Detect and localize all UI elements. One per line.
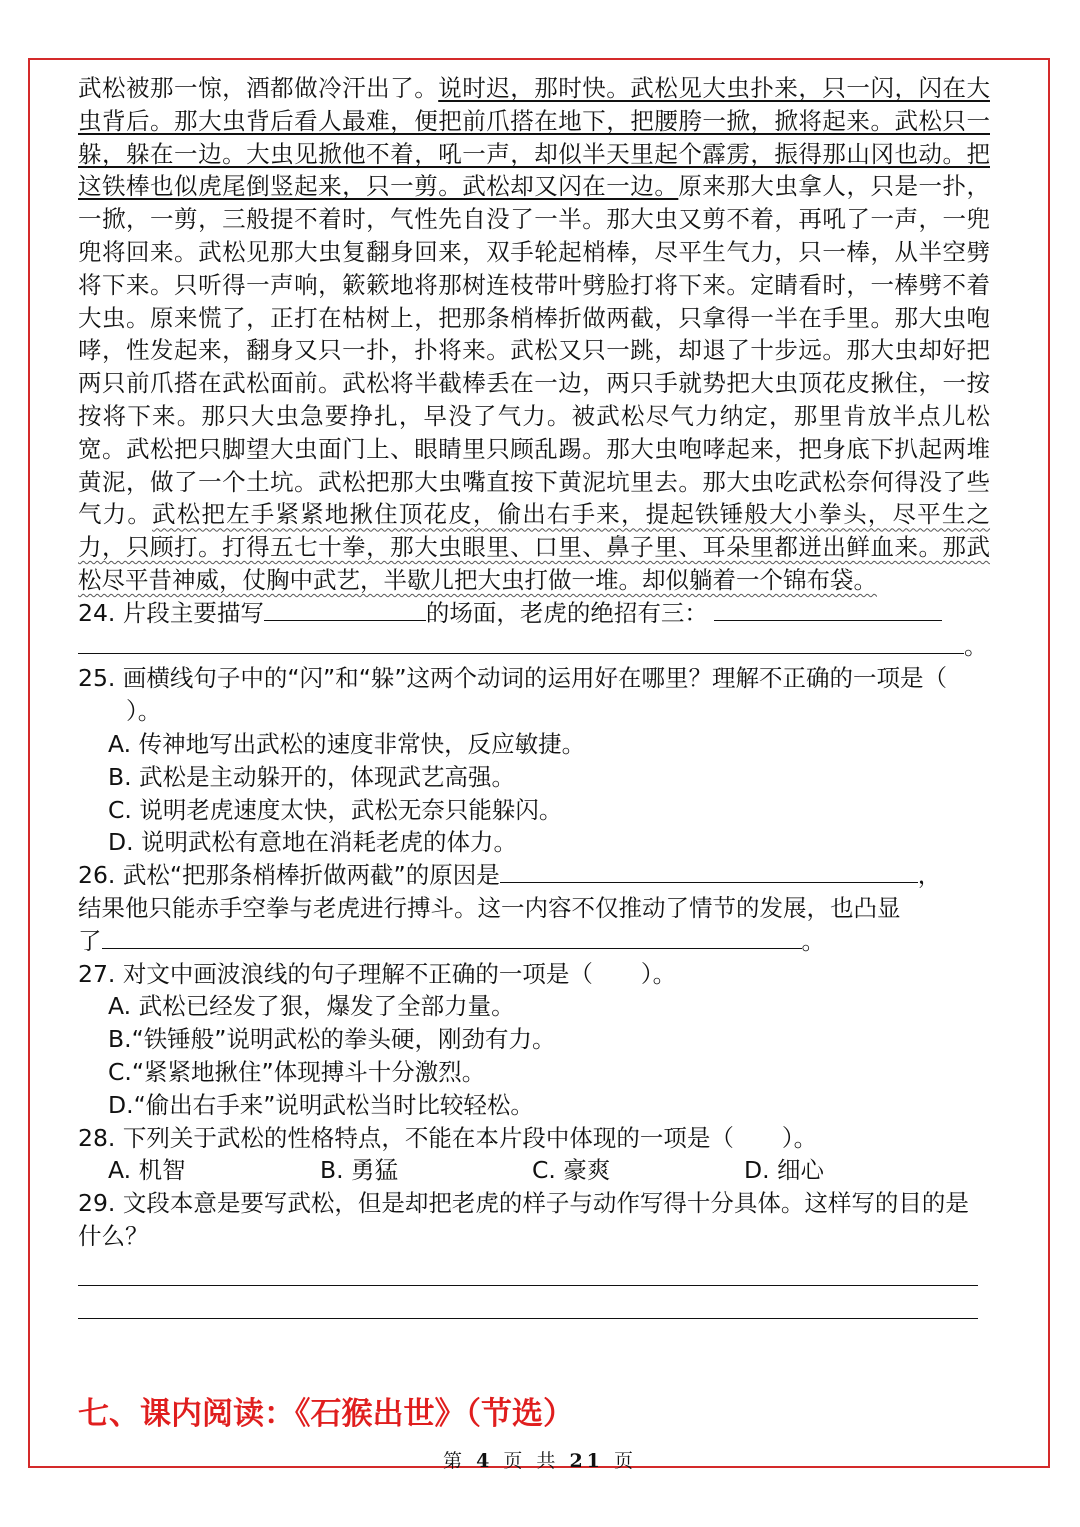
passage-sentence-1: 武松被那一惊，酒都做冷汗出了。 [78, 74, 439, 102]
wavy-underlined-sentences: 武松把左手紧紧地揪住顶花皮，偷出右手来，提起铁锤般大小拳头，尽平生之力，只顾打。打得五七十拳，那大虫眼里、口里、鼻子里、耳朵里都迸出鲜血来。那武松尽平昔神威，仗胸中武艺，半歇儿把大虫打做一堆。却似躺着一个锦布袋。 [78, 500, 991, 594]
q24-period: 。 [964, 631, 988, 660]
reading-passage [78, 72, 990, 597]
q27-option-d: D.“偷出右手来”说明武松当时比较轻松。 [108, 1090, 534, 1119]
q24-text-a: 24. 片段主要描写 [78, 598, 264, 627]
question-28 [78, 1122, 990, 1155]
q28-stem: 28. 下列关于武松的性格特点，不能在本片段中体现的一项是（ [78, 1123, 734, 1152]
q28-option-d: D. 细心 [744, 1156, 825, 1185]
question-24 [78, 597, 990, 630]
section-title: 七、课内阅读：《石猴出世》（节选） [78, 1396, 574, 1432]
footer-page-number: 4 [476, 1450, 494, 1472]
q25-option-d: D. 说明武松有意地在消耗老虎的体力。 [108, 828, 518, 857]
page-footer [0, 1446, 1080, 1473]
q28-option-b: B. 勇猛 [320, 1156, 399, 1185]
footer-mid: 页 共 [503, 1450, 560, 1472]
q26-line-3 [78, 925, 990, 958]
q28-option-c: C. 豪爽 [532, 1156, 611, 1185]
q25-option-c: C. 说明老虎速度太快，武松无奈只能躲闪。 [108, 795, 563, 824]
q24-line-2 [78, 630, 990, 663]
q27-stem: 27. 对文中画波浪线的句子理解不正确的一项是（ [78, 959, 593, 988]
passage-body: 原来那大虫拿人，只是一扑，一掀，一剪，三般提不着时，气性先自没了一半。那大虫又剪不着，再吼了一声，一兜兜将回来。武松见那大虫复翻身回来，双手轮起梢棒，尽平生气力，只一棒，从半空劈将下来。只听得一声响，簌簌地将那树连枝带叶劈脸打将下来。定睛看时，一棒劈不着大虫。原来慌了，正打在枯树上，把那条梢棒折做两截，只拿得一半在手里。那大虫咆哮，性发起来，翻身又只一扑，扑将来。武松又只一跳，却退了十步远。那大虫却好把两只前爪搭在武松面前。武松将半截棒丢在一边，两只手就势把大虫顶花皮揪住，一按按将下来。那只大虫急要挣扎，早没了气力。被武松尽气力纳定，那里肯放半点儿松宽。武松把只脚望大虫面门上、眼睛里只顾乱踢。那大虫咆哮起来，把身底下扒起两堆黄泥，做了一个土坑。武松把那大虫嘴直按下黄泥坑里去。那大虫吃武松奈何得没了些气力。 [78, 172, 991, 529]
q27-close: ）。 [640, 959, 677, 988]
footer-pre: 第 [443, 1450, 467, 1472]
footer-post: 页 [613, 1450, 637, 1472]
question-26 [78, 859, 990, 892]
q25-close: ）。 [126, 697, 162, 726]
q27-option-c: C.“紧紧地揪住”体现搏斗十分激烈。 [108, 1057, 486, 1086]
q28-options [78, 1154, 990, 1187]
q26-comma: ， [917, 861, 942, 890]
question-25 [78, 662, 990, 728]
worksheet-content [78, 72, 990, 1319]
q26-blank-2[interactable] [102, 926, 802, 949]
q29-answer-line-2[interactable] [78, 1286, 978, 1319]
q28-close: ）。 [781, 1123, 818, 1152]
q26-blank-1[interactable] [500, 860, 918, 883]
question-27 [78, 958, 990, 991]
q29-answer-line-1[interactable] [78, 1253, 978, 1286]
footer-total-pages: 21 [569, 1450, 604, 1472]
q24-text-b: 的场面，老虎的绝招有三： [425, 598, 708, 627]
q28-option-a: A. 机智 [108, 1156, 186, 1185]
q24-blank-2[interactable] [714, 598, 942, 621]
q24-blank-1[interactable] [264, 598, 426, 621]
q26-period: 。 [801, 926, 825, 955]
q26-text-c: 了 [78, 926, 102, 955]
q24-blank-3[interactable] [78, 631, 964, 654]
q27-option-b: B.“铁锤般”说明武松的拳头硬，刚劲有力。 [108, 1025, 556, 1054]
q27-option-a: A. 武松已经发了狠，爆发了全部力量。 [108, 992, 515, 1021]
q26-line-2: 结果他只能赤手空拳与老虎进行搏斗。这一内容不仅推动了情节的发展，也凸显 [78, 893, 901, 922]
underlined-sentences: 说时迟，那时快。武松见大虫扑来，只一闪，闪在大虫背后。那大虫背后看人最难，便把前爪搭在地下，把腰胯一掀，掀将起来。武松只一躲，躲在一边。大虫见掀他不着，吼一声，却似半天里起个霹雳，振得那山冈也动。把这铁棒也似虎尾倒竖起来，只一剪。武松却又闪在一边。 [78, 74, 990, 201]
q25-stem: 25. 画横线句子中的“闪”和“躲”这两个动词的运用好在哪里？理解不正确的一项是（ [78, 664, 948, 693]
q25-option-b: B. 武松是主动躲开的，体现武艺高强。 [108, 762, 516, 791]
q25-option-a: A. 传神地写出武松的速度非常快，反应敏捷。 [108, 729, 586, 758]
q26-text-a: 26. 武松“把那条梢棒折做两截”的原因是 [78, 861, 500, 890]
question-29: 29. 文段本意是要写武松，但是却把老虎的样子与动作写得十分具体。这样写的目的是什么？ [78, 1189, 969, 1250]
